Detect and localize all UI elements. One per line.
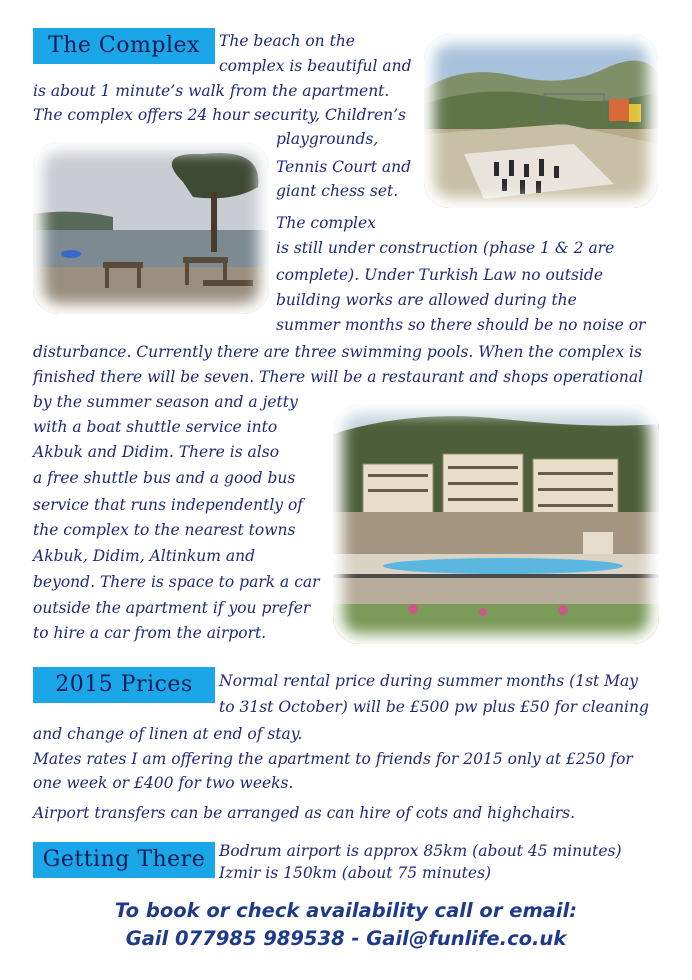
getting-there-line: Izmir is 150km (about 75 minutes) [219,864,492,882]
complex-line: giant chess set. [276,182,399,200]
prices-heading: 2015 Prices [33,667,215,703]
complex-line: complete). Under Turkish Law no outside [276,266,604,284]
complex-line: The beach on the [219,32,355,50]
playground-chess-photo [424,34,658,208]
complex-line: building works are allowed during the [276,291,577,309]
contact-line-1: To book or check availability call or email: [114,899,578,922]
prices-line: Airport transfers can be arranged as can hire of cots and highchairs. [33,804,576,822]
prices-line: and change of linen at end of stay. [33,725,303,743]
contact-line-2: Gail 077985 989538 - Gail@funlife.co.uk [125,927,567,950]
complex-line: outside the apartment if you prefer [33,599,311,617]
prices-line: Mates rates I am offering the apartment to friends for 2015 only at £250 for [33,750,633,768]
complex-line: playgrounds, [276,130,379,148]
complex-line: the complex to the nearest towns [33,521,296,539]
apartments-pool-photo [333,404,659,644]
complex-line: to hire a car from the airport. [33,624,267,642]
complex-line: Tennis Court and [276,158,411,176]
complex-line: Akbuk, Didim, Altinkum and [33,547,256,565]
complex-line: by the summer season and a jetty [33,393,298,411]
complex-line: is about 1 minute’s walk from the apartment. [33,82,390,100]
getting-there-line: Bodrum airport is approx 85km (about 45 minutes) [219,842,622,860]
complex-line: with a boat shuttle service into [33,418,278,436]
getting-there-heading: Getting There [33,842,215,878]
complex-line: beyond. There is space to park a car [33,573,320,591]
complex-line: complex is beautiful and [219,57,412,75]
beach-tree-photo [33,142,269,314]
complex-line: The complex [276,214,376,232]
complex-line: disturbance. Currently there are three swimming pools. When the complex is [33,343,642,361]
complex-heading: The Complex [33,28,215,64]
complex-line: is still under construction (phase 1 & 2 are [276,239,615,257]
complex-line: Akbuk and Didim. There is also [33,443,280,461]
complex-line: The complex offers 24 hour security, Children’s [33,106,406,124]
complex-line: finished there will be seven. There will be a restaurant and shops operational [33,368,644,386]
prices-line: one week or £400 for two weeks. [33,774,294,792]
prices-line: Normal rental price during summer months (1st May [219,672,639,690]
complex-line: service that runs independently of [33,496,304,514]
complex-line: summer months so there should be no noise or [276,316,646,334]
prices-line: to 31st October) will be £500 pw plus £50 for cleaning [219,698,649,716]
complex-line: a free shuttle bus and a good bus [33,469,296,487]
